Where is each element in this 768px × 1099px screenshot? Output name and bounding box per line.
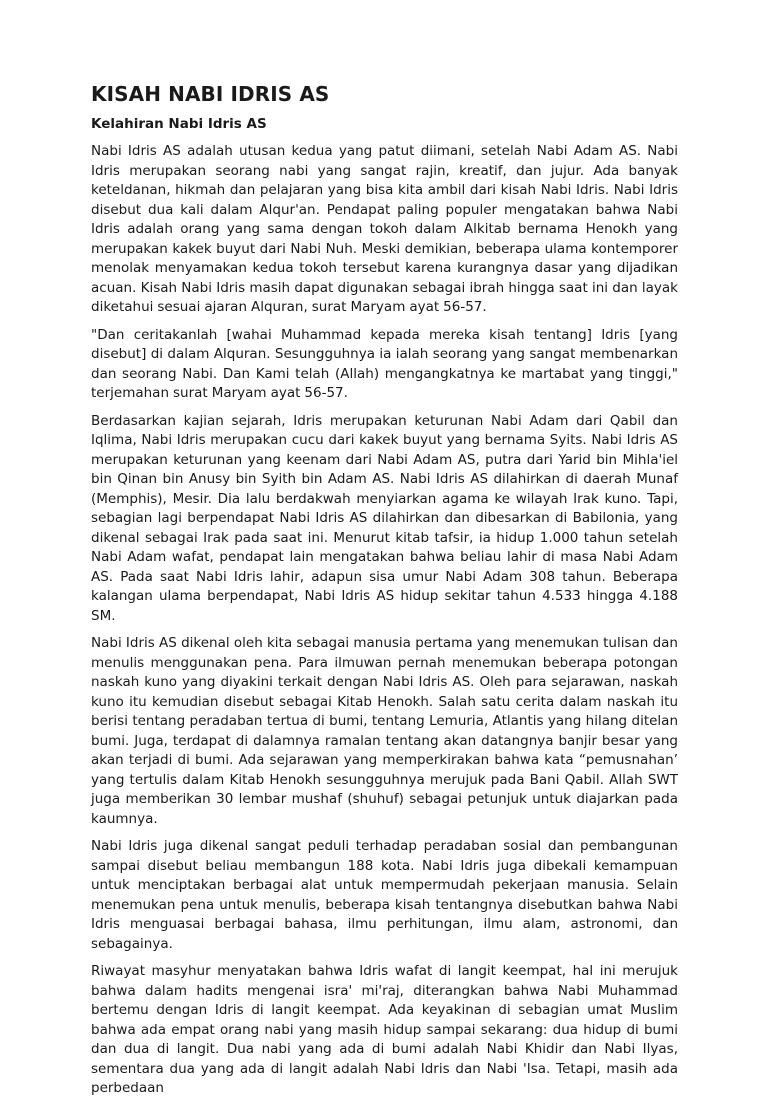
- paragraph-civilization: Nabi Idris juga dikenal sangat peduli terhadap peradaban sosial dan pembangunan sampai disebut beliau membangun 188 kota. Nabi Idris juga dibekali kemampuan untuk menciptakan berbagai alat untuk mempermudah pekerjaan manusia. Selain menemukan pena untuk menulis, beberapa kisah tentangnya disebutkan bahwa Nabi Idris menguasai berbagai bahasa, ilmu perhitungan, ilmu alam, astronomi, dan sebagainya.: [91, 838, 678, 952]
- paragraph-intro: Nabi Idris AS adalah utusan kedua yang patut diimani, setelah Nabi Adam AS. Nabi Idris merupakan seorang nabi yang sangat rajin, kreatif, dan jujur. Ada banyak keteldanan, hikmah dan pelajaran yang bisa kita ambil dari kisah Nabi Idris. Nabi Idris disebut dua kali dalam Alqur'an. Pendapat paling populer mengatakan bahwa Nabi Idris adalah orang yang sama dengan tokoh dalam Alkitab bernama Henokh yang merupakan kakek buyut dari Nabi Nuh. Meski demikian, beberapa ulama kontemporer menolak menyamakan kedua tokoh tersebut karena kurangnya dasar yang dijadikan acuan. Kisah Nabi Idris masih dapat digunakan sebagai ibrah hingga saat ini dan layak diketahui sesuai ajaran Alquran, surat Maryam ayat 56-57.: [91, 143, 678, 315]
- document-title: KISAH NABI IDRIS AS: [91, 82, 330, 106]
- section-subheading: Kelahiran Nabi Idris AS: [91, 116, 267, 132]
- paragraph-writing: Nabi Idris AS dikenal oleh kita sebagai manusia pertama yang menemukan tulisan dan menulis menggunakan pena. Para ilmuwan pernah menemukan beberapa potongan naskah kuno yang diyakini terkait dengan Nabi Idris AS. Oleh para sejarawan, naskah kuno itu kemudian disebut sebagai Kitab Henokh. Salah satu cerita dalam naskah itu berisi tentang peradaban tertua di bumi, tentang Lemuria, Atlantis yang hilang ditelan bumi. Juga, terdapat di dalamnya ramalan tentang akan datangnya banjir besar yang akan terjadi di bumi. Ada sejarawan yang memperkirakan bahwa kata “pemusnahan’ yang tertulis dalam Kitab Henokh sesungguhnya merujuk pada Bani Qabil. Allah SWT juga memberikan 30 lembar mushaf (shuhuf) sebagai petunjuk untuk diajarkan pada kaumnya.: [91, 635, 678, 827]
- paragraph-quote: "Dan ceritakanlah [wahai Muhammad kepada mereka kisah tentang] Idris [yang disebut] di dalam Alquran. Sesungguhnya ia ialah seorang yang sangat membenarkan dan seorang Nabi. Dan Kami telah (Allah) mengangkatnya ke martabat yang tinggi," terjemahan surat Maryam ayat 56-57.: [91, 326, 678, 401]
- paragraph-death: Riwayat masyhur menyatakan bahwa Idris wafat di langit keempat, hal ini merujuk bahwa dalam hadits mengenai isra' mi'raj, diterangkan bahwa Nabi Muhammad bertemu dengan Idris di langit keempat. Ada keyakinan di sebagian umat Muslim bahwa ada empat orang nabi yang masih hidup sampai sekarang: dua hidup di bumi dan dua di langit. Dua nabi yang ada di bumi adalah Nabi Khidir dan Nabi Ilyas, sementara dua yang ada di langit adalah Nabi Idris dan Nabi 'Isa. Tetapi, masih ada perbedaan: [91, 963, 678, 1096]
- document-content: [91, 80, 678, 1099]
- paragraph-lineage: Berdasarkan kajian sejarah, Idris merupakan keturunan Nabi Adam dari Qabil dan Iqlima, Nabi Idris merupakan cucu dari kakek buyut yang bernama Syits. Nabi Idris AS merupakan keturunan yang keenam dari Nabi Adam AS, putra dari Yarid bin Mihla'iel bin Qinan bin Anusy bin Syith bin Adam AS. Nabi Idris AS dilahirkan di daerah Munaf (Memphis), Mesir. Dia lalu berdakwah menyiarkan agama ke wilayah Irak kuno. Tapi, sebagian lagi berpendapat Nabi Idris AS dilahirkan dan dibesarkan di Babilonia, yang dikenal sebagai Irak pada saat ini. Menurut kitab tafsir, ia hidup 1.000 tahun setelah Nabi Adam wafat, pendapat lain mengatakan bahwa beliau lahir di masa Nabi Adam AS. Pada saat Nabi Idris lahir, adapun sisa umur Nabi Adam 308 tahun. Beberapa kalangan ulama berpendapat, Nabi Idris AS hidup sekitar tahun 4.533 hingga 4.188 SM.: [91, 412, 678, 624]
